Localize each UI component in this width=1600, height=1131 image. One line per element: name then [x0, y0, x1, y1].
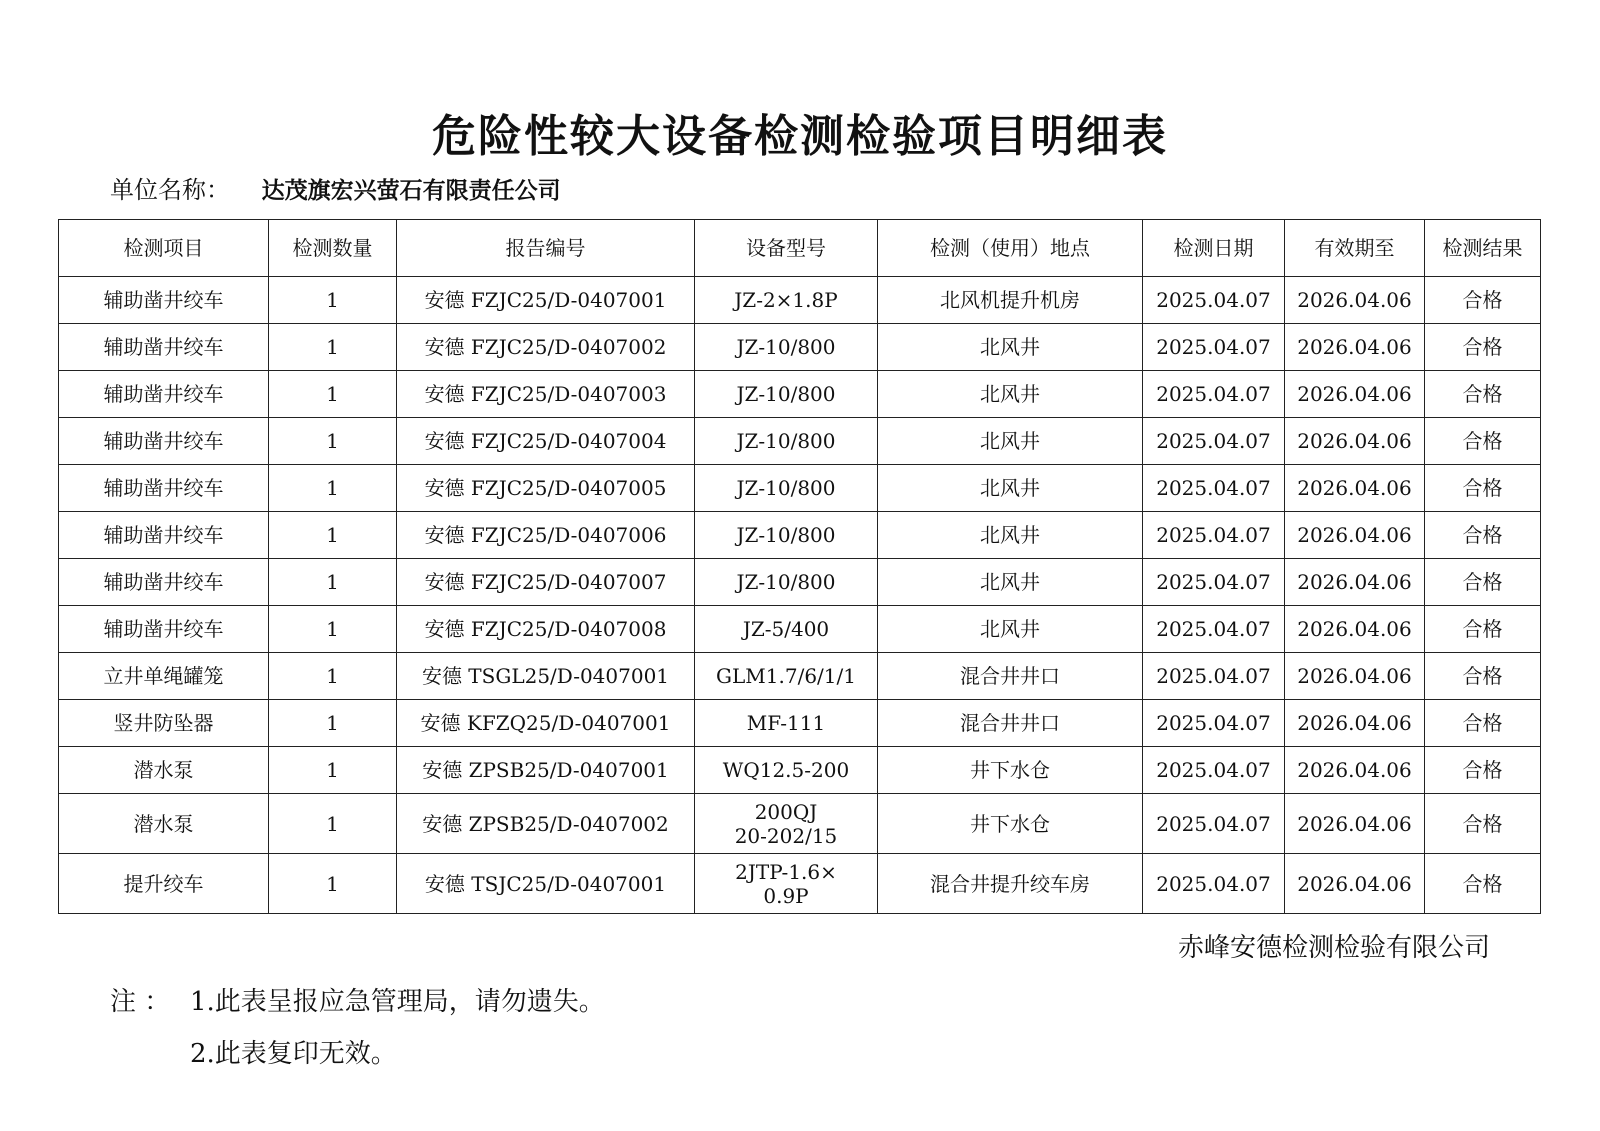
result-cell: 合格 [1425, 324, 1541, 371]
inspection-date-cell: 2025.04.07 [1143, 794, 1285, 854]
item-cell: 提升绞车 [59, 854, 269, 914]
header-cell: 有效期至 [1285, 220, 1425, 277]
quantity-cell: 1 [269, 854, 397, 914]
location-cell: 混合井井口 [878, 653, 1143, 700]
result-cell: 合格 [1425, 700, 1541, 747]
result-cell: 合格 [1425, 747, 1541, 794]
item-cell: 辅助凿井绞车 [59, 559, 269, 606]
table-row [59, 418, 1541, 465]
table-row [59, 324, 1541, 371]
valid-until-cell: 2026.04.06 [1285, 465, 1425, 512]
valid-until-cell: 2026.04.06 [1285, 794, 1425, 854]
report-number-cell: 安德 FZJC25/D-0407007 [397, 559, 695, 606]
note-line [110, 976, 605, 1028]
item-cell: 竖井防坠器 [59, 700, 269, 747]
result-cell: 合格 [1425, 559, 1541, 606]
report-number-cell: 安德 FZJC25/D-0407004 [397, 418, 695, 465]
location-cell: 北风机提升机房 [878, 277, 1143, 324]
report-number-cell: 安德 KFZQ25/D-0407001 [397, 700, 695, 747]
result-cell: 合格 [1425, 371, 1541, 418]
report-number-cell: 安德 ZPSB25/D-0407001 [397, 747, 695, 794]
item-cell: 辅助凿井绞车 [59, 418, 269, 465]
header-cell: 检测（使用）地点 [878, 220, 1143, 277]
report-number-cell: 安德 FZJC25/D-0407003 [397, 371, 695, 418]
model-cell: JZ-10/800 [695, 512, 878, 559]
inspection-date-cell: 2025.04.07 [1143, 277, 1285, 324]
inspection-date-cell: 2025.04.07 [1143, 324, 1285, 371]
inspection-date-cell: 2025.04.07 [1143, 465, 1285, 512]
item-cell: 立井单绳罐笼 [59, 653, 269, 700]
inspection-date-cell: 2025.04.07 [1143, 700, 1285, 747]
quantity-cell: 1 [269, 700, 397, 747]
unit-name: 达茂旗宏兴萤石有限责任公司 [261, 178, 561, 204]
quantity-cell: 1 [269, 747, 397, 794]
result-cell: 合格 [1425, 794, 1541, 854]
model-cell: JZ-10/800 [695, 324, 878, 371]
item-cell: 辅助凿井绞车 [59, 277, 269, 324]
item-cell: 辅助凿井绞车 [59, 324, 269, 371]
inspection-date-cell: 2025.04.07 [1143, 418, 1285, 465]
report-number-cell: 安德 FZJC25/D-0407008 [397, 606, 695, 653]
report-number-cell: 安德 TSGL25/D-0407001 [397, 653, 695, 700]
table-row [59, 747, 1541, 794]
model-cell: 200QJ 20-202/15 [695, 794, 878, 854]
inspection-date-cell: 2025.04.07 [1143, 747, 1285, 794]
valid-until-cell: 2026.04.06 [1285, 371, 1425, 418]
valid-until-cell: 2026.04.06 [1285, 653, 1425, 700]
table-row [59, 371, 1541, 418]
model-cell: 2JTP-1.6× 0.9P [695, 854, 878, 914]
location-cell: 北风井 [878, 371, 1143, 418]
quantity-cell: 1 [269, 277, 397, 324]
valid-until-cell: 2026.04.06 [1285, 700, 1425, 747]
quantity-cell: 1 [269, 418, 397, 465]
header-cell: 检测日期 [1143, 220, 1285, 277]
valid-until-cell: 2026.04.06 [1285, 606, 1425, 653]
header-cell: 检测数量 [269, 220, 397, 277]
model-cell: MF-111 [695, 700, 878, 747]
report-number-cell: 安德 FZJC25/D-0407001 [397, 277, 695, 324]
table-row [59, 794, 1541, 854]
result-cell: 合格 [1425, 465, 1541, 512]
item-cell: 辅助凿井绞车 [59, 371, 269, 418]
valid-until-cell: 2026.04.06 [1285, 747, 1425, 794]
inspection-date-cell: 2025.04.07 [1143, 606, 1285, 653]
result-cell: 合格 [1425, 277, 1541, 324]
notes [110, 976, 605, 1080]
quantity-cell: 1 [269, 324, 397, 371]
valid-until-cell: 2026.04.06 [1285, 854, 1425, 914]
unit-label: 单位名称： [110, 176, 230, 204]
quantity-cell: 1 [269, 653, 397, 700]
result-cell: 合格 [1425, 418, 1541, 465]
location-cell: 北风井 [878, 606, 1143, 653]
quantity-cell: 1 [269, 465, 397, 512]
quantity-cell: 1 [269, 606, 397, 653]
table-row [59, 854, 1541, 914]
quantity-cell: 1 [269, 371, 397, 418]
header-cell: 检测项目 [59, 220, 269, 277]
inspection-date-cell: 2025.04.07 [1143, 371, 1285, 418]
unit-row [110, 170, 561, 205]
model-cell: JZ-10/800 [695, 418, 878, 465]
table-row [59, 559, 1541, 606]
table-row [59, 512, 1541, 559]
location-cell: 北风井 [878, 465, 1143, 512]
page-title: 危险性较大设备检测检验项目明细表 [432, 111, 1168, 162]
table-row [59, 606, 1541, 653]
valid-until-cell: 2026.04.06 [1285, 559, 1425, 606]
valid-until-cell: 2026.04.06 [1285, 277, 1425, 324]
location-cell: 北风井 [878, 512, 1143, 559]
report-number-cell: 安德 ZPSB25/D-0407002 [397, 794, 695, 854]
inspection-date-cell: 2025.04.07 [1143, 854, 1285, 914]
report-number-cell: 安德 FZJC25/D-0407006 [397, 512, 695, 559]
item-cell: 辅助凿井绞车 [59, 465, 269, 512]
quantity-cell: 1 [269, 559, 397, 606]
inspection-date-cell: 2025.04.07 [1143, 653, 1285, 700]
item-cell: 辅助凿井绞车 [59, 606, 269, 653]
valid-until-cell: 2026.04.06 [1285, 418, 1425, 465]
location-cell: 井下水仓 [878, 794, 1143, 854]
inspection-table [58, 219, 1541, 914]
location-cell: 混合井提升绞车房 [878, 854, 1143, 914]
location-cell: 北风井 [878, 418, 1143, 465]
inspection-date-cell: 2025.04.07 [1143, 512, 1285, 559]
table-row [59, 465, 1541, 512]
quantity-cell: 1 [269, 794, 397, 854]
model-cell: WQ12.5-200 [695, 747, 878, 794]
location-cell: 北风井 [878, 324, 1143, 371]
result-cell: 合格 [1425, 606, 1541, 653]
item-cell: 辅助凿井绞车 [59, 512, 269, 559]
table-row [59, 653, 1541, 700]
table-row [59, 277, 1541, 324]
header-cell: 设备型号 [695, 220, 878, 277]
location-cell: 井下水仓 [878, 747, 1143, 794]
result-cell: 合格 [1425, 653, 1541, 700]
valid-until-cell: 2026.04.06 [1285, 324, 1425, 371]
report-number-cell: 安德 FZJC25/D-0407005 [397, 465, 695, 512]
model-cell: JZ-10/800 [695, 559, 878, 606]
note-text: 1.此表呈报应急管理局，请勿遗失。 [190, 987, 605, 1017]
note-prefix: 注 ： [110, 987, 171, 1017]
report-number-cell: 安德 FZJC25/D-0407002 [397, 324, 695, 371]
result-cell: 合格 [1425, 854, 1541, 914]
note-line [110, 1028, 605, 1080]
model-cell: JZ-10/800 [695, 465, 878, 512]
model-cell: JZ-10/800 [695, 371, 878, 418]
model-cell: JZ-2×1.8P [695, 277, 878, 324]
issuer-company: 赤峰安德检测检验有限公司 [1177, 933, 1490, 963]
report-number-cell: 安德 TSJC25/D-0407001 [397, 854, 695, 914]
quantity-cell: 1 [269, 512, 397, 559]
header-cell: 检测结果 [1425, 220, 1541, 277]
item-cell: 潜水泵 [59, 747, 269, 794]
location-cell: 混合井井口 [878, 700, 1143, 747]
header-cell: 报告编号 [397, 220, 695, 277]
inspection-date-cell: 2025.04.07 [1143, 559, 1285, 606]
location-cell: 北风井 [878, 559, 1143, 606]
note-text: 2.此表复印无效。 [190, 1039, 397, 1069]
table-body [59, 277, 1541, 914]
result-cell: 合格 [1425, 512, 1541, 559]
item-cell: 潜水泵 [59, 794, 269, 854]
model-cell: JZ-5/400 [695, 606, 878, 653]
table-row [59, 700, 1541, 747]
table-header-row [59, 220, 1541, 277]
model-cell: GLM1.7/6/1/1 [695, 653, 878, 700]
valid-until-cell: 2026.04.06 [1285, 512, 1425, 559]
